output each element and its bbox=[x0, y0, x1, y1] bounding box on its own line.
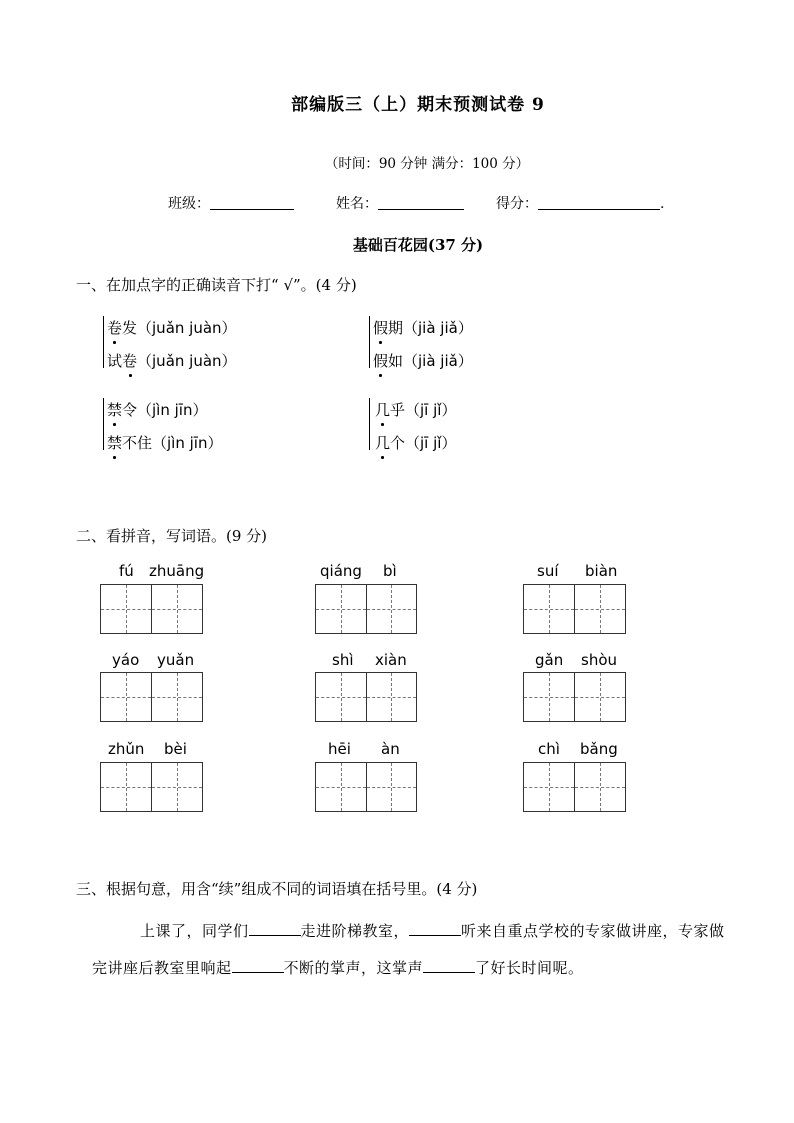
pinyin: xiàn bbox=[375, 651, 407, 669]
q1-item: 试卷（juǎn juàn） bbox=[107, 352, 237, 370]
writing-grid[interactable] bbox=[523, 762, 626, 812]
pinyin: suí bbox=[537, 562, 559, 580]
writing-grid[interactable] bbox=[100, 762, 203, 812]
score-field bbox=[496, 193, 664, 213]
name-field bbox=[336, 193, 464, 213]
pinyin: yuǎn bbox=[157, 651, 195, 669]
class-blank bbox=[210, 195, 294, 210]
emphasis-dot bbox=[129, 374, 132, 377]
answer-blank[interactable] bbox=[423, 960, 475, 973]
pinyin: yáo bbox=[112, 651, 140, 669]
pinyin: chì bbox=[538, 740, 560, 758]
pinyin: zhuāng bbox=[149, 562, 205, 580]
writing-grid[interactable] bbox=[315, 584, 417, 634]
writing-grid[interactable] bbox=[315, 762, 417, 812]
brace-right-1 bbox=[369, 316, 370, 368]
pinyin: shì bbox=[332, 651, 354, 669]
answer-blank[interactable] bbox=[249, 923, 301, 936]
writing-grid[interactable] bbox=[100, 584, 203, 634]
answer-blank[interactable] bbox=[409, 923, 461, 936]
emphasis-dot bbox=[113, 341, 116, 344]
class-label: 班级： bbox=[168, 196, 210, 212]
q1-item: 卷发（juǎn juàn） bbox=[107, 319, 237, 337]
pinyin: hēi bbox=[328, 740, 351, 758]
writing-grid[interactable] bbox=[523, 672, 626, 722]
q1-item: 假期（jià jiǎ） bbox=[373, 319, 473, 337]
pinyin: bèi bbox=[164, 740, 187, 758]
score-end-mark: . bbox=[660, 196, 665, 212]
section-title: 基础百花园(37 分) bbox=[352, 236, 484, 254]
brace-left-1 bbox=[103, 316, 104, 368]
pinyin: bǎng bbox=[580, 740, 618, 758]
class-field bbox=[168, 193, 294, 213]
name-blank bbox=[378, 195, 464, 210]
pinyin: qiáng bbox=[320, 562, 362, 580]
emphasis-dot bbox=[379, 341, 382, 344]
pinyin: biàn bbox=[585, 562, 618, 580]
pinyin: bì bbox=[383, 562, 397, 580]
writing-grid[interactable] bbox=[315, 672, 417, 722]
pinyin: àn bbox=[381, 740, 400, 758]
brace-right-2 bbox=[369, 398, 370, 450]
q1-item: 假如（jià jiǎ） bbox=[373, 352, 473, 370]
emphasis-dot bbox=[113, 456, 116, 459]
time-score-line: （时间：90 分钟 满分：100 分） bbox=[324, 156, 530, 172]
score-label: 得分： bbox=[496, 196, 538, 212]
q1-item: 禁不住（jìn jīn） bbox=[107, 434, 223, 452]
q1-item: 几个（jī jǐ） bbox=[375, 434, 457, 452]
emphasis-dot bbox=[381, 456, 384, 459]
pinyin: shòu bbox=[581, 651, 618, 669]
pinyin: fú bbox=[119, 562, 134, 580]
brace-left-2 bbox=[103, 398, 104, 450]
q3-paragraph: 上课了，同学们 走进阶梯教室， 听来自重点学校的专家做讲座，专家做完讲座后教室里响起 不断的掌声，这掌声 了好长时间呢。 bbox=[92, 922, 725, 977]
emphasis-dot bbox=[113, 423, 116, 426]
emphasis-dot bbox=[381, 423, 384, 426]
name-label: 姓名： bbox=[336, 196, 378, 212]
pinyin: gǎn bbox=[535, 651, 564, 669]
q1-heading: 一、在加点字的正确读音下打“ √”。(4 分) bbox=[76, 276, 357, 294]
answer-blank[interactable] bbox=[232, 960, 284, 973]
writing-grid[interactable] bbox=[100, 672, 203, 722]
q3-heading: 三、根据句意，用含“续”组成不同的词语填在括号里。(4 分) bbox=[76, 880, 478, 898]
pinyin: zhǔn bbox=[108, 740, 145, 758]
score-blank bbox=[538, 195, 660, 210]
emphasis-dot bbox=[379, 374, 382, 377]
q1-item: 几乎（jī jǐ） bbox=[375, 401, 457, 419]
writing-grid[interactable] bbox=[523, 584, 626, 634]
page-title: 部编版三（上）期末预测试卷 9 bbox=[291, 95, 545, 115]
q2-heading: 二、看拼音，写词语。(9 分) bbox=[76, 527, 268, 545]
q1-item: 禁令（jìn jīn） bbox=[107, 401, 208, 419]
